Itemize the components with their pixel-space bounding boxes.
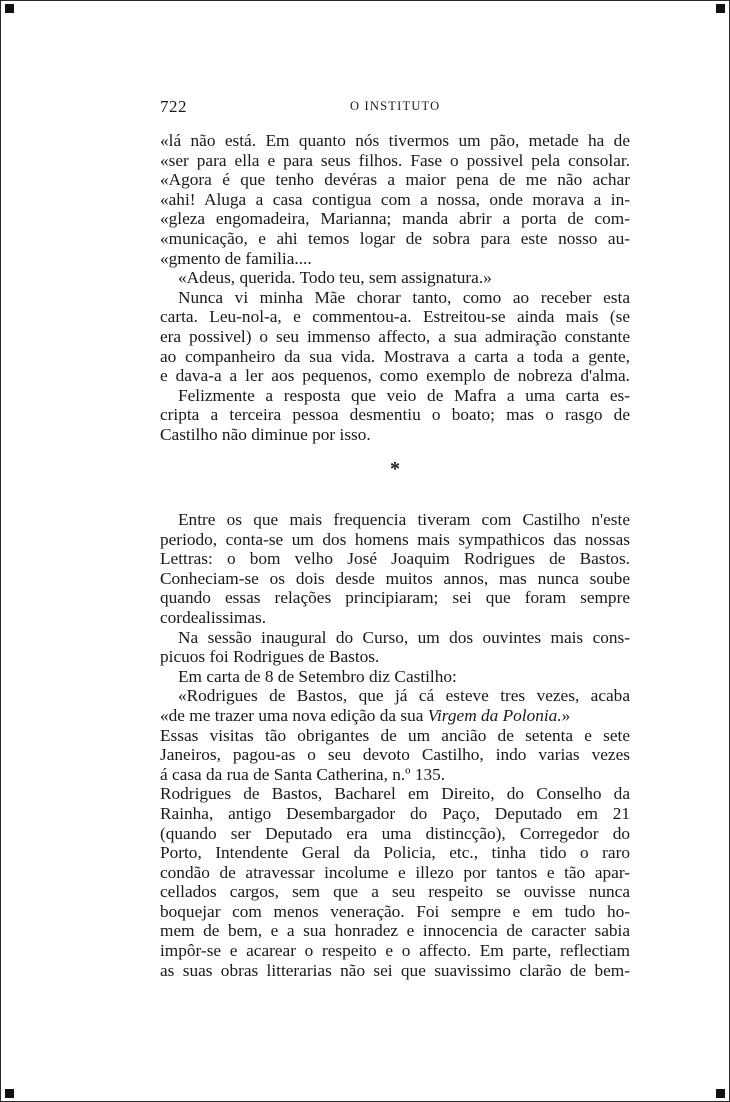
text-line: (quando ser Deputado era uma distincção), Corregedor do <box>160 823 630 843</box>
text-block-letter-end <box>160 131 630 445</box>
text-line: Porto, Intendente Geral da Policia, etc., tinha tido o raro <box>160 843 630 863</box>
text-line: Janeiros, pagou-as o seu devoto Castilho, indo varias vezes <box>160 745 630 765</box>
text-line: mem de bem, e a sua honradez e innocencia de caracter sabia <box>160 921 630 941</box>
text-line: Rodrigues de Bastos, Bacharel em Direito, do Conselho da <box>160 784 630 804</box>
text-line: ao companheiro da sua vida. Mostrava a carta a toda a gente, <box>160 346 630 366</box>
text-line: «ser para ella e para seus filhos. Fase o possivel pela consolar. <box>160 150 630 170</box>
text-line: Felizmente a resposta que veio de Mafra a uma carta es- <box>178 385 630 405</box>
text-line: era possivel) o seu immenso affecto, a sua admiração constante <box>160 326 630 346</box>
text-line: cripta a terceira pessoa desmentiu o boato; mas o rasgo de <box>160 405 630 425</box>
text-line: «gleza engomadeira, Marianna; manda abrir a porta de com- <box>160 209 630 229</box>
text-line: carta. Leu-nol-a, e commentou-a. Estreitou-se ainda mais (se <box>160 307 630 327</box>
text-line: Lettras: o bom velho José Joaquim Rodrigues de Bastos. <box>160 549 630 569</box>
text-line: impôr-se e acarear o respeito e o affecto. Em parte, reflectiam <box>160 941 630 961</box>
text-line: á casa da rua de Santa Catherina, n.º 135. <box>160 764 446 784</box>
scan-corner-mark <box>5 1089 14 1098</box>
text-line: condão de atravessar incolume e illezo por tantos e tão apar- <box>160 862 630 882</box>
text-line: «Adeus, querida. Todo teu, sem assignatura.» <box>178 268 492 288</box>
text-line: Rainha, antigo Desembargador do Paço, Deputado em 21 <box>160 803 630 823</box>
text-line: as suas obras litterarias não sei que suavissimo clarão de bem- <box>160 960 630 980</box>
text-line: cellados cargos, sem que a seu respeito se ouvisse nunca <box>160 882 630 902</box>
text-line: picuos foi Rodrigues de Bastos. <box>160 647 380 667</box>
section-separator-asterisk: * <box>390 458 400 480</box>
text-line: «ahi! Aluga a casa contigua com a nossa, onde morava a in- <box>160 189 630 209</box>
text-line: e dava-a a ler aos pequenos, como exemplo de nobreza d'alma. <box>160 366 630 386</box>
text-line: Essas visitas tão obrigantes de um ancião de setenta e sete <box>160 725 630 745</box>
running-title: O INSTITUTO <box>350 99 441 113</box>
text-line: boquejar com menos veneração. Foi sempre e em tudo ho- <box>160 901 630 921</box>
text-line: Castilho não diminue por isso. <box>160 424 371 444</box>
scan-corner-mark <box>716 1089 725 1098</box>
text-block-rodrigues-de-bastos <box>160 510 630 980</box>
scan-corner-mark <box>716 4 725 13</box>
text-line: Nunca vi minha Mãe chorar tanto, como ao receber esta <box>178 287 630 307</box>
text-line: «gmento de familia.... <box>160 248 312 268</box>
text-line: «lá não está. Em quanto nós tivermos um pão, metade ha de <box>160 131 630 150</box>
running-head <box>160 97 630 117</box>
page-number: 722 <box>160 97 187 116</box>
text-line: Em carta de 8 de Setembro diz Castilho: <box>178 666 457 686</box>
text-line: cordealissimas. <box>160 607 267 627</box>
text-line: periodo, conta-se um dos homens mais sympathicos das nossas <box>160 529 630 549</box>
text-line: «municação, e ahi temos logar de sobra para este nosso au- <box>160 228 630 248</box>
text-segment: «de me trazer uma nova edição da sua <box>160 705 428 725</box>
text-segment: » <box>561 705 571 725</box>
text-line: quando essas relações principiaram; sei que foram sempre <box>160 588 630 608</box>
text-line: Na sessão inaugural do Curso, um dos ouvintes mais cons- <box>178 627 630 647</box>
scan-corner-mark <box>5 4 14 13</box>
book-title-italic: Virgem da Polonia. <box>427 705 562 725</box>
text-line: Conheciam-se os dois desde muitos annos, mas nunca soube <box>160 568 630 588</box>
text-line: Entre os que mais frequencia tiveram com Castilho n'este <box>178 510 630 529</box>
text-line <box>160 706 630 726</box>
text-line: «Rodrigues de Bastos, que já cá esteve tres vezes, acaba <box>178 686 630 706</box>
text-line: «Agora é que tenho devéras a maior pena de me não achar <box>160 170 630 190</box>
